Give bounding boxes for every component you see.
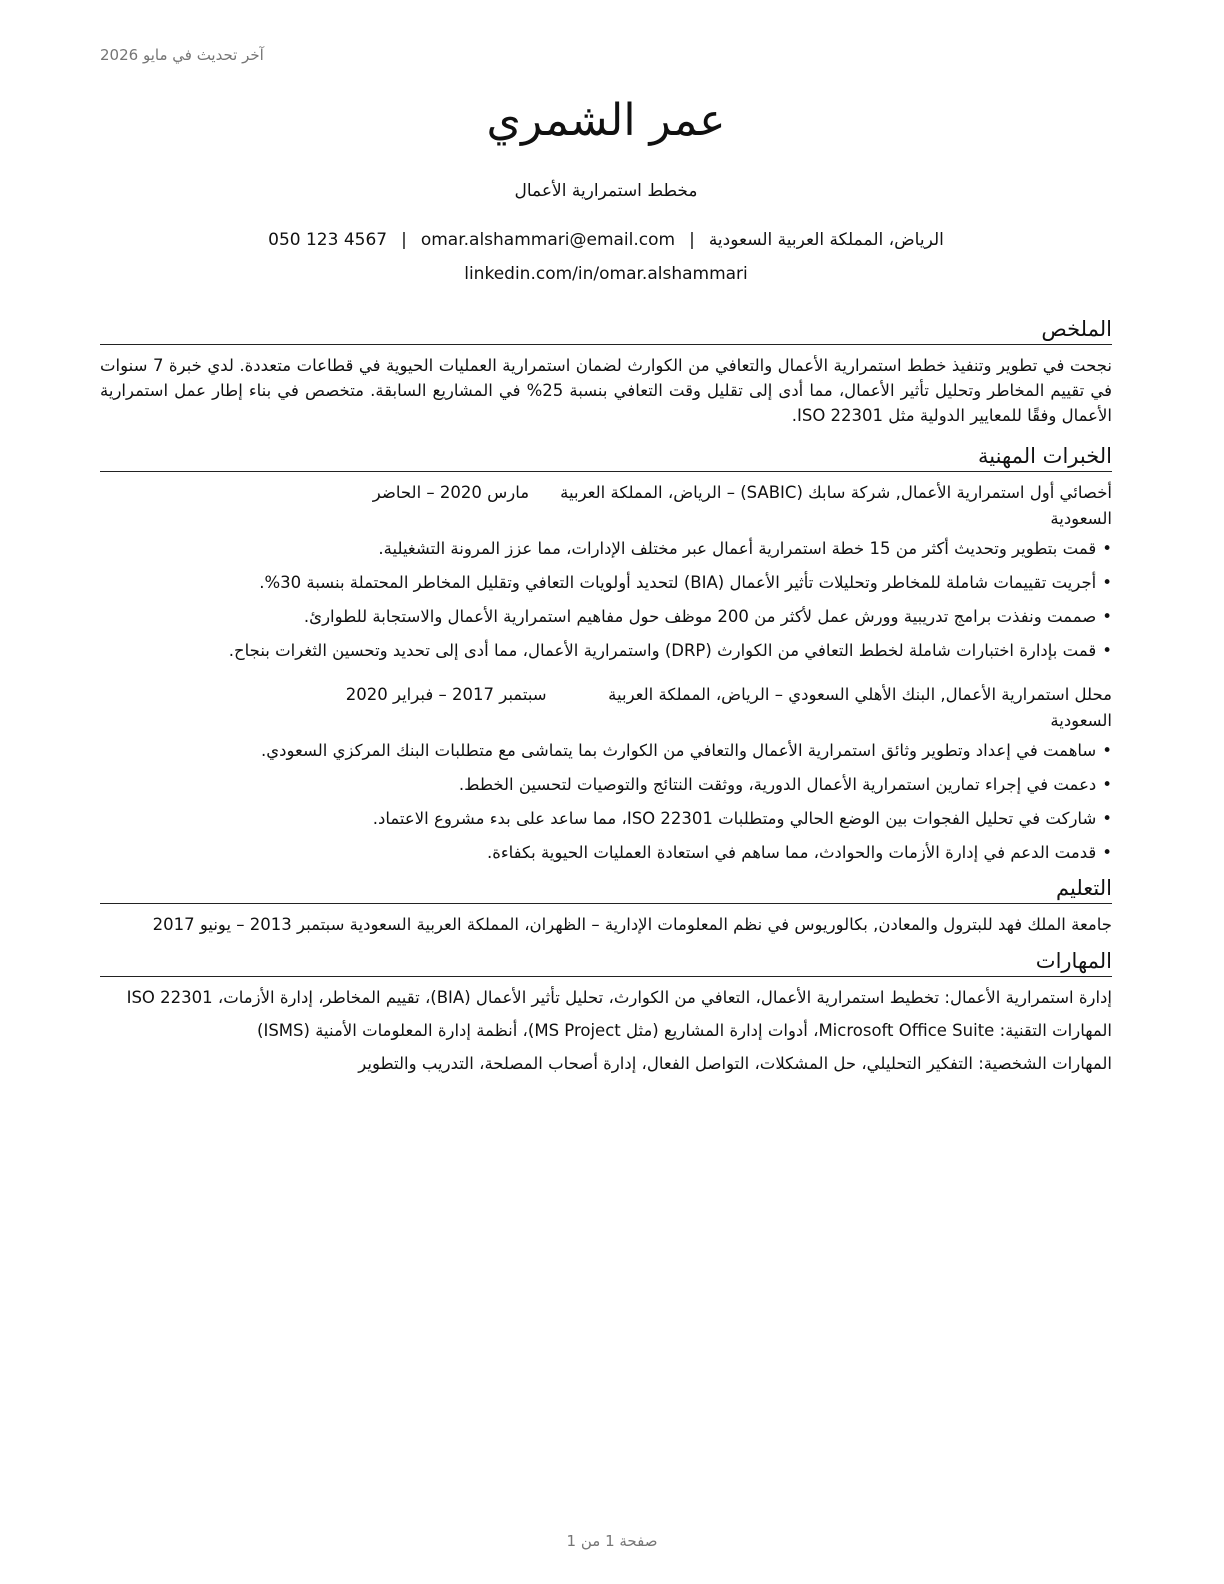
- job-entry: [100, 480, 1112, 664]
- job-bullets: [100, 536, 1112, 664]
- job-bullet: •شاركت في تحليل الفجوات بين الوضع الحالي ومتطلبات ISO 22301، مما ساعد على بدء مشروع الاعتماد.: [372, 809, 1112, 829]
- job-dates: مارس 2020 – الحاضر: [372, 483, 530, 503]
- job-bullet-text: دعمت في إجراء تمارين استمرارية الأعمال الدورية، ووثقت النتائج والتوصيات لتحسين الخطط.: [458, 775, 1097, 795]
- candidate-title: مخطط استمرارية الأعمال: [514, 181, 698, 202]
- contact-line: [100, 227, 1112, 253]
- contact-phone: 050 123 4567: [268, 230, 388, 251]
- job-role-company: محلل استمرارية الأعمال, البنك الأهلي السعودي – الرياض، المملكة العربية السعودية: [608, 685, 1112, 731]
- job-bullet: •صممت ونفذت برامج تدريبية وورش عمل لأكثر من 200 موظف حول مفاهيم استمرارية الأعمال والاستجابة للطوارئ.: [303, 607, 1112, 627]
- job-bullet-text: صممت ونفذت برامج تدريبية وورش عمل لأكثر من 200 موظف حول مفاهيم استمرارية الأعمال والاستجابة للطوارئ.: [303, 607, 1097, 627]
- job-entry: [100, 682, 1112, 866]
- summary-heading: الملخص: [100, 315, 1112, 345]
- last-updated-note: آخر تحديث في مايو 2026: [100, 46, 264, 64]
- page-number-footer: صفحة 1 من 1: [566, 1532, 658, 1550]
- job-bullet: •ساهمت في إعداد وتطوير وثائق استمرارية الأعمال والتعافي من الكوارث بما يتماشى مع متطلبات البنك المركزي السعودي.: [261, 741, 1112, 761]
- skill-line: المهارات الشخصية: التفكير التحليلي، حل المشكلات، التواصل الفعال، إدارة أصحاب المصلحة، التدريب والتطوير: [358, 1054, 1112, 1074]
- skill-line: المهارات التقنية: Microsoft Office Suite، أدوات إدارة المشاريع (مثل MS Project)، أنظمة إدارة المعلومات الأمنية (ISMS): [257, 1021, 1112, 1041]
- education-heading: التعليم: [100, 874, 1112, 904]
- job-bullet-text: قمت بتطوير وتحديث أكثر من 15 خطة استمرارية أعمال عبر مختلف الإدارات، مما عزز المرونة التشغيلية.: [378, 539, 1097, 559]
- job-header: [100, 682, 1112, 734]
- job-bullet-text: ساهمت في إعداد وتطوير وثائق استمرارية الأعمال والتعافي من الكوارث بما يتماشى مع متطلبات البنك المركزي السعودي.: [261, 741, 1097, 761]
- summary-text: نجحت في تطوير وتنفيذ خطط استمرارية الأعمال والتعافي من الكوارث لضمان استمرارية العمليات الحيوية في قطاعات متعددة. لدي خبرة 7 سنوات في تقييم المخاطر وتحليل تأثير الأعمال، مما أدى إلى تقليل وقت التعافي بنسبة 25% في المشاريع السابقة. متخصص في بناء إطار عمل استمرارية الأعمال وفقًا للمعايير الدولية مثل ISO 22301.: [100, 356, 1112, 426]
- contact-email[interactable]: omar.alshammari@email.com: [420, 230, 676, 251]
- job-bullet: •قدمت الدعم في إدارة الأزمات والحوادث، مما ساهم في استعادة العمليات الحيوية بكفاءة.: [486, 843, 1112, 863]
- contact-separator: |: [689, 230, 695, 251]
- contact-separator: |: [401, 230, 407, 251]
- resume-page: [100, 0, 1112, 1084]
- job-bullet: •دعمت في إجراء تمارين استمرارية الأعمال الدورية، ووثقت النتائج والتوصيات لتحسين الخطط.: [458, 775, 1112, 795]
- job-bullet: •قمت بإدارة اختبارات شاملة لخطط التعافي من الكوارث (DRP) واستمرارية الأعمال، مما أدى إلى تحديد وتحسين الثغرات بنجاح.: [228, 641, 1112, 661]
- education-text: جامعة الملك فهد للبترول والمعادن, بكالوريوس في نظم المعلومات الإدارية – الظهران، المملكة العربية السعودية سبتمبر 2013 – يونيو 2017: [152, 915, 1112, 935]
- job-header: [100, 480, 1112, 532]
- job-bullet: •أجريت تقييمات شاملة للمخاطر وتحليلات تأثير الأعمال (BIA) لتحديد أولويات التعافي وتقليل المخاطر المحتملة بنسبة 30%.: [259, 573, 1112, 593]
- job-bullet-text: قمت بإدارة اختبارات شاملة لخطط التعافي من الكوارث (DRP) واستمرارية الأعمال، مما أدى إلى تحديد وتحسين الثغرات بنجاح.: [228, 641, 1097, 661]
- job-role-company: أخصائي أول استمرارية الأعمال, شركة سابك (SABIC) – الرياض، المملكة العربية السعودية: [560, 483, 1112, 529]
- job-bullet-text: قدمت الدعم في إدارة الأزمات والحوادث، مما ساهم في استعادة العمليات الحيوية بكفاءة.: [486, 843, 1097, 863]
- job-bullet-text: أجريت تقييمات شاملة للمخاطر وتحليلات تأثير الأعمال (BIA) لتحديد أولويات التعافي وتقليل المخاطر المحتملة بنسبة 30%.: [259, 573, 1097, 593]
- candidate-name: عمر الشمري: [486, 95, 726, 146]
- contact-location: الرياض، المملكة العربية السعودية: [708, 230, 944, 251]
- skills-heading: المهارات: [100, 947, 1112, 977]
- contact-linkedin[interactable]: [100, 261, 1112, 287]
- job-bullet-text: شاركت في تحليل الفجوات بين الوضع الحالي ومتطلبات ISO 22301، مما ساعد على بدء مشروع الاعتماد.: [372, 809, 1097, 829]
- skill-line: إدارة استمرارية الأعمال: تخطيط استمرارية الأعمال، التعافي من الكوارث، تحليل تأثير الأعمال (BIA)، تقييم المخاطر، إدارة الأزمات، ISO 22301: [126, 988, 1112, 1008]
- experience-heading: الخبرات المهنية: [100, 442, 1112, 472]
- job-bullets: [100, 738, 1112, 866]
- job-dates: سبتمبر 2017 – فبراير 2020: [345, 685, 547, 705]
- linkedin-link[interactable]: linkedin.com/in/omar.alshammari: [464, 264, 748, 285]
- job-bullet: •قمت بتطوير وتحديث أكثر من 15 خطة استمرارية أعمال عبر مختلف الإدارات، مما عزز المرونة التشغيلية.: [378, 539, 1112, 559]
